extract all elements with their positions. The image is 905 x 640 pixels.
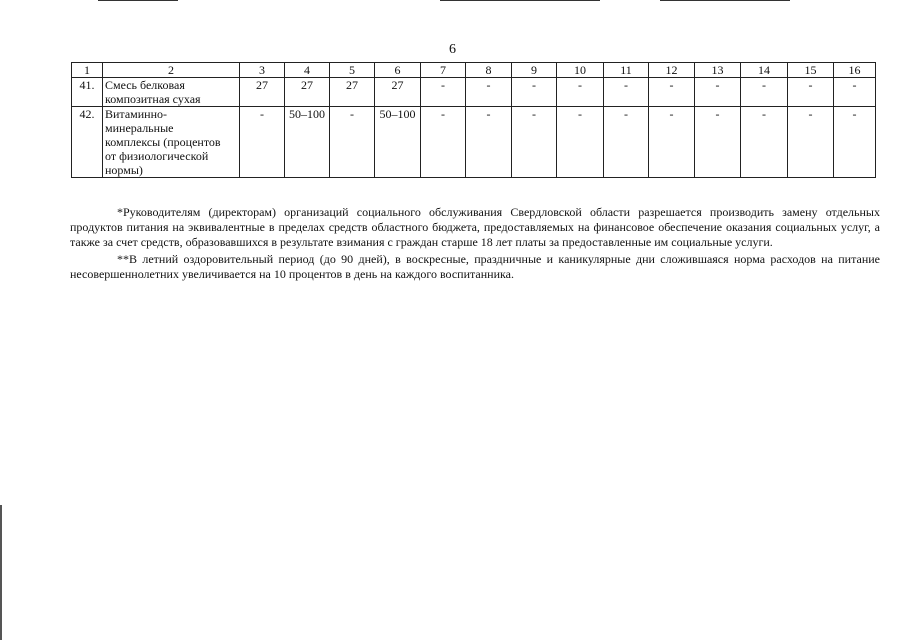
norm-value-cell: -	[330, 107, 375, 178]
norm-value-cell: -	[649, 78, 695, 107]
norm-value-cell: -	[512, 107, 557, 178]
column-header: 16	[834, 63, 876, 78]
scan-artifact-line	[440, 0, 600, 1]
footnotes	[70, 205, 880, 282]
norm-value-cell: -	[466, 78, 512, 107]
column-header: 13	[695, 63, 741, 78]
column-header: 3	[240, 63, 285, 78]
norm-value-cell: 27	[375, 78, 421, 107]
column-header: 8	[466, 63, 512, 78]
norm-value-cell: -	[695, 107, 741, 178]
column-header: 4	[285, 63, 330, 78]
norm-value-cell: -	[741, 78, 788, 107]
table-row	[72, 78, 876, 107]
norm-value-cell: -	[695, 78, 741, 107]
column-header: 7	[421, 63, 466, 78]
row-number: 41.	[72, 78, 103, 107]
column-header: 1	[72, 63, 103, 78]
norms-table	[71, 62, 876, 178]
page-number: 6	[449, 42, 456, 57]
norm-value-cell: -	[604, 107, 649, 178]
norm-value-cell: -	[421, 107, 466, 178]
column-header: 15	[788, 63, 834, 78]
norm-value-cell: -	[649, 107, 695, 178]
column-header: 2	[103, 63, 240, 78]
column-header: 9	[512, 63, 557, 78]
column-header: 6	[375, 63, 421, 78]
footnote-2: **В летний оздоровительный период (до 90 дней), в воскресные, праздничные и каникулярные дни сложившаяся норма расходов на питание несовершеннолетних увеличивается на 10 процентов в день на каждого воспитанника.	[70, 252, 880, 281]
norm-value-cell: 50–100	[285, 107, 330, 178]
norm-value-cell: -	[421, 78, 466, 107]
product-name-line: минеральные	[105, 121, 174, 135]
norm-value-cell: 27	[240, 78, 285, 107]
scan-edge-mark	[0, 505, 2, 640]
scan-artifact-line	[660, 0, 790, 1]
product-name-line: от физиологической	[105, 149, 209, 163]
column-header: 12	[649, 63, 695, 78]
norm-value-cell: -	[557, 107, 604, 178]
norm-value-cell: -	[512, 78, 557, 107]
scan-artifact-line	[98, 0, 178, 1]
norm-value-cell: -	[466, 107, 512, 178]
norm-value-cell: -	[741, 107, 788, 178]
product-name-line: композитная сухая	[105, 92, 201, 106]
norm-value-cell: 50–100	[375, 107, 421, 178]
norm-value-cell: -	[788, 78, 834, 107]
product-name-line: Смесь белковая	[105, 78, 185, 92]
norm-value-cell: -	[834, 78, 876, 107]
product-name-line: нормы)	[105, 163, 143, 177]
norm-value-cell: -	[557, 78, 604, 107]
norm-value-cell: -	[834, 107, 876, 178]
product-name-line: комплексы (процентов	[105, 135, 221, 149]
product-name-line: Витаминно-	[105, 107, 167, 121]
footnote-1: *Руководителям (директорам) организаций социального обслуживания Свердловской области разрешается производить замену отдельных продуктов питания на эквивалентные в пределах средств областного бюджета, предоставляемых на финансовое обеспечение оказания социальных услуг, а также за счет средств, образовавшихся в результате взимания с граждан старше 18 лет платы за предоставленные им социальные услуги.	[70, 205, 880, 249]
product-name	[103, 78, 240, 107]
norm-value-cell: 27	[285, 78, 330, 107]
norm-value-cell: 27	[330, 78, 375, 107]
table-row	[72, 107, 876, 178]
norm-value-cell: -	[788, 107, 834, 178]
row-number: 42.	[72, 107, 103, 178]
column-header: 10	[557, 63, 604, 78]
column-header: 11	[604, 63, 649, 78]
norm-value-cell: -	[240, 107, 285, 178]
table-header-row	[72, 63, 876, 78]
column-header: 14	[741, 63, 788, 78]
product-name	[103, 107, 240, 178]
norm-value-cell: -	[604, 78, 649, 107]
column-header: 5	[330, 63, 375, 78]
